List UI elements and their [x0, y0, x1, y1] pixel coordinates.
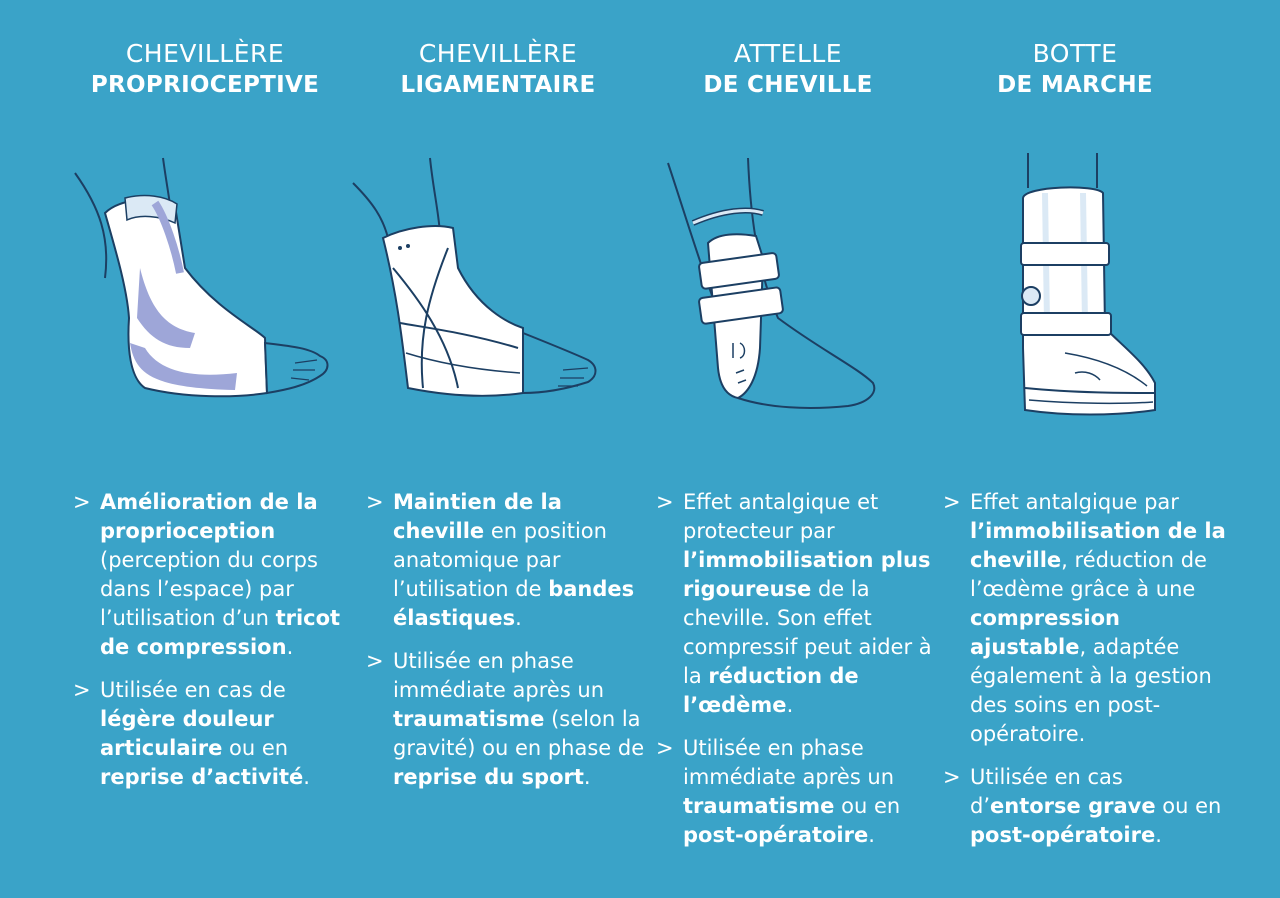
title-line-1: BOTTE [1032, 39, 1118, 68]
bullet-item [943, 763, 1233, 850]
bullet-text-bold: l’immobilisation plus rigoureuse [683, 548, 931, 601]
bullet-item [656, 734, 946, 850]
bullet-text: en position anatomique par l’utilisation de [393, 519, 607, 601]
bullet-text: , adaptée également à la gestion des soins en post-opératoire. [970, 635, 1212, 746]
bullet-text-bold: Maintien de la cheville [393, 490, 562, 543]
column-attelle-de-cheville [638, 0, 938, 898]
column-chevillere-ligamentaire [348, 0, 648, 898]
bullet-text: . [515, 606, 522, 630]
bullet-chevron-icon: > [943, 490, 961, 514]
bullet-text: . [1155, 823, 1162, 847]
bullet-text-bold: reprise d’activité [100, 765, 304, 789]
bullet-chevron-icon: > [656, 490, 674, 514]
bullet-text: de la cheville. Son effet compressif peut aider à la [683, 577, 932, 688]
bullet-list [73, 488, 363, 806]
bullet-chevron-icon: > [656, 736, 674, 760]
bullet-text-bold: tricot de compression [100, 606, 341, 659]
bullet-text: Utilisée en cas de [100, 678, 286, 702]
bullet-text: . [303, 765, 310, 789]
bullet-text: . [786, 693, 794, 717]
bullet-text-bold: Amélioration de la proprioception [100, 490, 318, 543]
bullet-text: Effet antalgique et protecteur par [683, 490, 879, 543]
bullet-text: . [583, 765, 591, 789]
bullet-item [943, 488, 1233, 749]
bullet-item [656, 488, 946, 720]
title-line-2: DE MARCHE [997, 72, 1153, 98]
bullet-text: ou en [1155, 794, 1222, 818]
bullet-list [366, 488, 656, 806]
bullet-chevron-icon: > [366, 490, 384, 514]
bullet-chevron-icon: > [943, 765, 961, 789]
title-line-1: ATTELLE [733, 39, 843, 68]
bullet-text-bold: post-opératoire [683, 823, 869, 847]
bullet-text-bold: l’immobilisation de la cheville [970, 519, 1226, 572]
bullet-chevron-icon: > [73, 678, 91, 702]
bullet-item [73, 488, 363, 662]
bullet-text-bold: bandes élastiques [393, 577, 635, 630]
title-line-2: PROPRIOCEPTIVE [90, 72, 320, 98]
column-botte-de-marche [925, 0, 1225, 898]
bullet-chevron-icon: > [73, 490, 91, 514]
column-title [638, 38, 938, 100]
bullet-text: Effet antalgique par [970, 490, 1179, 514]
walking-boot-illustration [925, 148, 1225, 438]
bullet-item [366, 647, 656, 792]
bullet-text-bold: légère douleur articulaire [100, 707, 274, 760]
title-line-2: LIGAMENTAIRE [400, 72, 596, 98]
column-title [348, 38, 648, 100]
ligament-ankle-brace-illustration [348, 148, 648, 438]
bullet-text: (perception du corps dans l’espace) par l’utilisation d’un [100, 548, 318, 630]
bullet-list [943, 488, 1233, 864]
bullet-text: ou en [834, 794, 901, 818]
bullet-text-bold: entorse grave [990, 794, 1156, 818]
bullet-text: Utilisée en phase immédiate après un [683, 736, 895, 789]
bullet-text: , réduction de l’œdème grâce à une [970, 548, 1207, 601]
ankle-splint-illustration [638, 148, 938, 438]
bullet-list [656, 488, 946, 864]
bullet-text: Utilisée en cas d’ [970, 765, 1123, 818]
bullet-text-bold: réduction de l’œdème [683, 664, 859, 717]
bullet-text: . [286, 635, 294, 659]
proprioceptive-ankle-sleeve-illustration [55, 148, 355, 438]
bullet-text-bold: post-opératoire [970, 823, 1156, 847]
bullet-text-bold: reprise du sport [393, 765, 584, 789]
bullet-item [73, 676, 363, 792]
bullet-text-bold: traumatisme [683, 794, 835, 818]
bullet-text: Utilisée en phase immédiate après un [393, 649, 605, 702]
bullet-text: ou en [222, 736, 289, 760]
bullet-text: . [868, 823, 875, 847]
title-line-1: CHEVILLÈRE [125, 39, 285, 68]
bullet-text-bold: traumatisme [393, 707, 545, 731]
column-title [925, 38, 1225, 100]
column-title [55, 38, 355, 100]
title-line-2: DE CHEVILLE [703, 72, 873, 98]
bullet-item [366, 488, 656, 633]
title-line-1: CHEVILLÈRE [418, 39, 578, 68]
column-chevillere-proprioceptive [55, 0, 355, 898]
bullet-text: (selon la gravité) ou en phase de [393, 707, 645, 760]
bullet-text-bold: compression ajustable [970, 606, 1120, 659]
bullet-chevron-icon: > [366, 649, 384, 673]
